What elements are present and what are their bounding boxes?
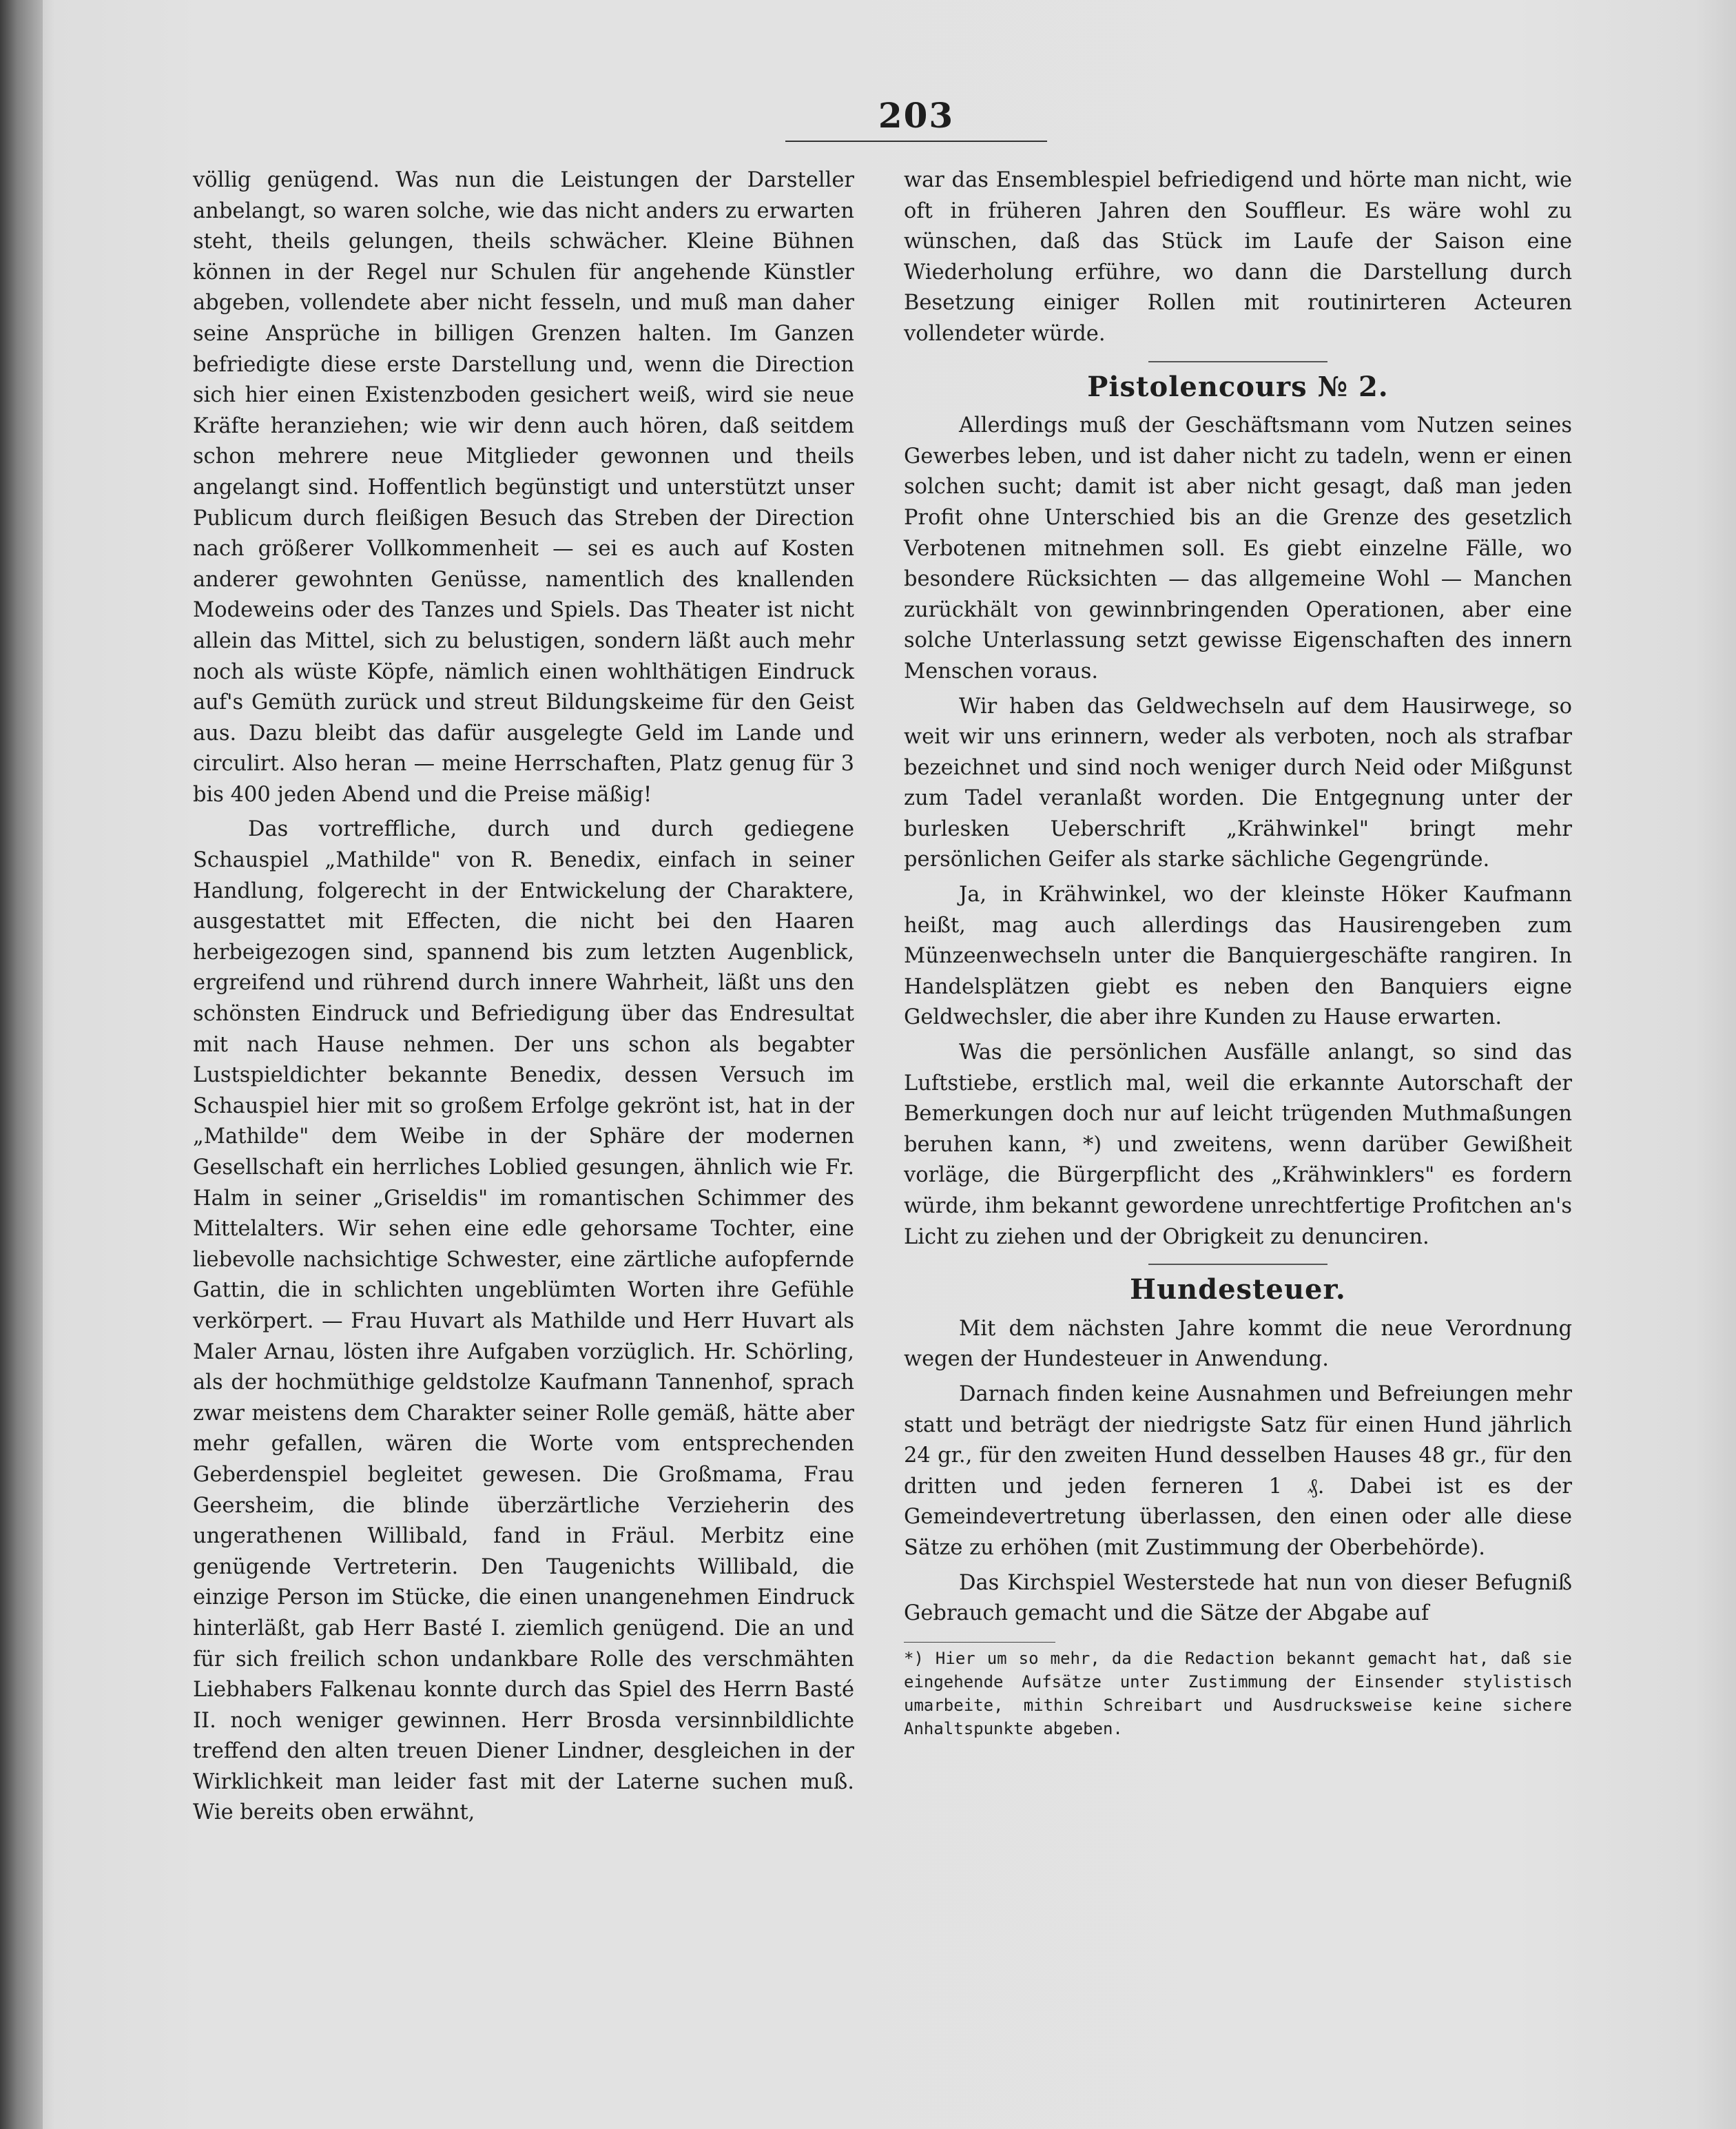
pistolencours-paragraph-1: Allerdings muß der Geschäftsmann vom Nutzen seines Gewerbes leben, und ist daher nicht zu tadeln, wenn er einen solchen sucht; damit ist aber nicht gesagt, daß man jeden Profit ohne Unterschied bis an die Grenze des gesetzlich Verbotenen mitnehmen soll. Es giebt einzelne Fälle, wo besondere Rücksichten — das allgemeine Wohl — Manchen zurückhält von gewinnbringenden Operationen, aber eine solche Unterlassung setzt gewisse Eigenschaften des innern Menschen voraus.	[904, 413, 1572, 683]
section-heading-pistolencours: Pistolencours № 2.	[1087, 370, 1389, 403]
footnote-divider	[904, 1642, 1055, 1643]
pistolencours-paragraph-4: Was die persönlichen Ausfälle anlangt, so sind das Luftstiebe, erstlich mal, weil die erkannte Autorschaft der Bemerkungen doch nur auf leicht trügenden Muthmaßungen beruhen kann, *) und zweitens, wenn darüber Gewißheit vorläge, die Bürgerpflicht des „Krähwinklers" es fordern würde, ihm bekannt gewordene unrechtfertige Profitchen an's Licht zu ziehen und der Obrigkeit zu denunciren.	[904, 1040, 1572, 1249]
right-intro-paragraph: war das Ensemblespiel befriedigend und hörte man nicht, wie oft in früheren Jahren den Souffleur. Es wäre wohl zu wünschen, daß das Stück im Laufe der Saison eine Wiederholung erführe, wo dann die Darstellung durch Besetzung einiger Rollen mit routinirteren Acteuren vollendeter würde.	[904, 168, 1572, 346]
page-binding-shadow	[0, 0, 43, 2129]
page-number-rule	[785, 141, 1047, 142]
hundesteuer-paragraph-3: Das Kirchspiel Westerstede hat nun von dieser Befugniß Gebrauch gemacht und die Sätze der Abgabe auf	[904, 1570, 1572, 1626]
footnote: *) Hier um so mehr, da die Redaction bekannt gemacht hat, daß sie eingehende Aufsätze unter Zustimmung der Einsender stylistisch umarbeite, mithin Schreibart und Ausdrucksweise keine sichere Anhaltspunkte abgeben.	[904, 1648, 1572, 1738]
left-paragraph-1: völlig genügend. Was nun die Leistungen der Darsteller anbelangt, so waren solche, wie das nicht anders zu erwarten steht, theils gelungen, theils schwächer. Kleine Bühnen können in der Regel nur Schulen für angehende Künstler abgeben, vollendete aber nicht fesseln, und muß man daher seine Ansprüche in billigen Grenzen halten. Im Ganzen befriedigte diese erste Darstellung und, wenn die Direction sich hier einen Existenzboden gesichert weiß, wird sie neue Kräfte heranziehen; wie wir denn auch hören, daß seitdem schon mehrere neue Mitglieder gewonnen und theils angelangt sind. Hoffentlich begünstigt und unterstützt unser Publicum durch fleißigen Besuch das Streben der Direction nach größerer Vollkommenheit — sei es auch auf Kosten anderer gewohnten Genüsse, namentlich des knallenden Modeweins oder des Tanzes und Spiels. Das Theater ist nicht allein das Mittel, sich zu belustigen, sondern läßt auch mehr noch als wüste Köpfe, nämlich einen wohlthätigen Eindruck auf's Gemüth zurück und streut Bildungskeime für den Geist aus. Dazu bleibt das dafür ausgelegte Geld im Lande und circulirt. Also heran — meine Herrschaften, Platz genug für 3 bis 400 jeden Abend und die Preise mäßig!	[193, 168, 854, 807]
left-paragraph-2: Das vortreffliche, durch und durch gediegene Schauspiel „Mathilde" von R. Benedix, einfach in seiner Handlung, folgerecht in der Entwickelung der Charaktere, ausgestattet mit Effecten, die nicht bei den Haaren herbeigezogen sind, spannend bis zum letzten Augenblick, ergreifend und rührend durch innere Wahrheit, läßt uns den schönsten Eindruck und Befriedigung über das Endresultat mit nach Hause nehmen. Der uns schon als begabter Lustspieldichter bekannte Benedix, dessen Versuch im Schauspiel hier mit so großem Erfolge gekrönt ist, hat in der „Mathilde" dem Weibe in der Sphäre der modernen Gesellschaft ein herrliches Loblied gesungen, ähnlich wie Fr. Halm in seiner „Griseldis" im romantischen Schimmer des Mittelalters. Wir sehen eine edle gehorsame Tochter, eine liebevolle nachsichtige Schwester, eine zärtliche aufopfernde Gattin, die in schlichten ungeblümten Worten ihre Gefühle verkörpert. — Frau Huvart als Mathilde und Herr Huvart als Maler Arnau, lösten ihre Aufgaben vorzüglich. Hr. Schörling, als der hochmüthige geldstolze Kaufmann Tannenhof, sprach zwar meistens dem Charakter seiner Rolle gemäß, hätte aber mehr gefallen, wären die Worte vom entsprechenden Geberdenspiel begleitet gewesen. Die Großmama, Frau Geersheim, die blinde überzärtliche Verzieherin des ungerathenen Willibald, fand in Fräul. Merbitz eine genügende Vertreterin. Den Taugenichts Willibald, die einzige Person im Stücke, die einen unangenehmen Eindruck hinterläßt, gab Herr Basté I. ziemlich genügend. Die an und für sich freilich schon undankbare Rolle des verschmähten Liebhabers Falkenau konnte durch das Spiel des Herrn Basté II. noch weniger gewinnen. Herr Brosda versinnbildlichte treffend den alten treuen Diener Lindner, desgleichen in der Wirklichkeit man leider fast mit der Laterne suchen muß. Wie bereits oben erwähnt,	[193, 817, 854, 1825]
pistolencours-paragraph-2: Wir haben das Geldwechseln auf dem Hausirwege, so weit wir uns erinnern, weder als verboten, noch als strafbar bezeichnet und sind noch weniger durch Neid oder Mißgunst zum Tadel veranlaßt worden. Die Entgegnung unter der burlesken Ueberschrift „Krähwinkel" bringt mehr persönlichen Geifer als starke sächliche Gegengründe.	[904, 694, 1572, 872]
left-column	[193, 165, 854, 1829]
right-column	[904, 165, 1572, 1740]
page-number: 203	[878, 95, 955, 136]
section-heading-hundesteuer: Hundesteuer.	[1130, 1273, 1346, 1306]
hundesteuer-paragraph-1: Mit dem nächsten Jahre kommt die neue Verordnung wegen der Hundesteuer in Anwendung.	[904, 1316, 1572, 1372]
hundesteuer-paragraph-2: Darnach finden keine Ausnahmen und Befreiungen mehr statt und beträgt der niedrigste Satz für einen Hund jährlich 24 gr., für den zweiten Hund desselben Hauses 48 gr., für den dritten und jeden ferneren 1 ₰. Dabei ist es der Gemeindevertretung überlassen, den einen oder alle diese Sätze zu erhöhen (mit Zustimmung der Oberbehörde).	[904, 1381, 1572, 1560]
section-divider	[1148, 361, 1327, 362]
section-divider	[1148, 1264, 1327, 1265]
pistolencours-paragraph-3: Ja, in Krähwinkel, wo der kleinste Höker Kaufmann heißt, mag auch allerdings das Hausirengeben zum Münzeenwechseln unter die Banquiergeschäfte rangiren. In Handelsplätzen giebt es neben den Banquiers eigne Geldwechsler, die aber ihre Kunden zu Hause erwarten.	[904, 883, 1572, 1030]
